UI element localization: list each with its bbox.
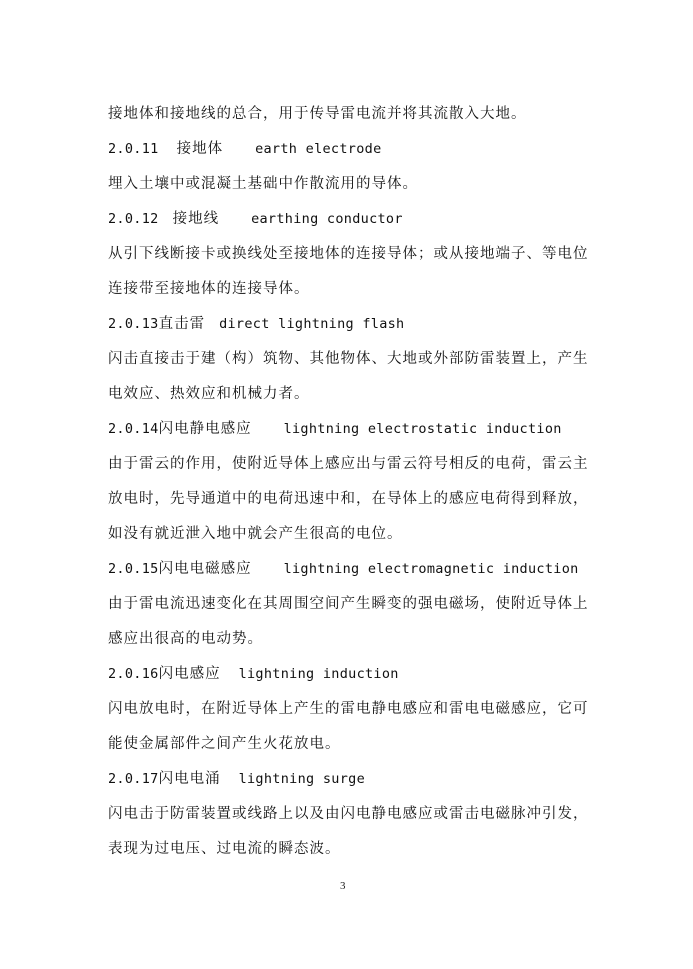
definition-line: 从引下线断接卡或换线处至接地体的连接导体；或从接地端子、等电位 <box>108 246 589 262</box>
term-code: 2.0.11 <box>108 141 159 157</box>
term-heading-2-0-13 <box>108 314 405 334</box>
term-cn: 接地线 <box>172 211 220 227</box>
term-cn: 闪电感应 <box>158 666 221 682</box>
definition-line: 电效应、热效应和机械力者。 <box>108 386 310 402</box>
term-cn: 闪电电磁感应 <box>158 561 252 577</box>
definition-line: 放电时，先导通道中的电荷迅速中和，在导体上的感应电荷得到释放， <box>108 491 589 507</box>
term-heading-2-0-12 <box>108 209 403 229</box>
definition-line: 如没有就近泄入地中就会产生很高的电位。 <box>108 526 403 542</box>
term-cn: 闪电静电感应 <box>158 421 252 437</box>
definition-line: 闪电放电时，在附近导体上产生的雷电静电感应和雷电电磁感应，它可 <box>108 701 589 717</box>
definition-line: 闪击直接击于建（构）筑物、其他物体、大地或外部防雷装置上，产生 <box>108 351 589 367</box>
term-code: 2.0.14 <box>108 421 159 437</box>
definition-line: 接地体和接地线的总合，用于传导雷电流并将其流散入大地。 <box>108 106 527 122</box>
term-heading-2-0-11 <box>108 139 382 159</box>
term-en: earth electrode <box>255 141 382 157</box>
term-heading-2-0-14 <box>108 419 562 439</box>
definition-line: 埋入土壤中或混凝土基础中作散流用的导体。 <box>108 176 418 192</box>
term-code: 2.0.13 <box>108 316 159 332</box>
term-en: direct lightning flash <box>219 316 405 332</box>
term-cn: 直击雷 <box>158 316 206 332</box>
definition-line: 表现为过电压、过电流的瞬态波。 <box>108 841 341 857</box>
term-cn: 接地体 <box>176 141 224 157</box>
definition-line: 由于雷电流迅速变化在其周围空间产生瞬变的强电磁场，使附近导体上 <box>108 596 589 612</box>
page-number: 3 <box>340 880 346 892</box>
term-code: 2.0.17 <box>108 771 159 787</box>
term-code: 2.0.15 <box>108 561 159 577</box>
definition-line: 感应出很高的电动势。 <box>108 631 263 647</box>
definition-line: 连接带至接地体的连接导体。 <box>108 281 310 297</box>
term-en: lightning electromagnetic induction <box>283 561 579 577</box>
term-heading-2-0-17 <box>108 769 365 789</box>
term-heading-2-0-16 <box>108 664 399 684</box>
term-en: lightning induction <box>238 666 399 682</box>
term-heading-2-0-15 <box>108 559 579 579</box>
term-en: earthing conductor <box>251 211 403 227</box>
term-cn: 闪电电涌 <box>158 771 221 787</box>
term-en: lightning surge <box>238 771 365 787</box>
definition-line: 由于雷云的作用，使附近导体上感应出与雷云符号相反的电荷，雷云主 <box>108 456 589 472</box>
term-en: lightning electrostatic induction <box>283 421 562 437</box>
term-code: 2.0.16 <box>108 666 159 682</box>
definition-line: 闪电击于防雷装置或线路上以及由闪电静电感应或雷击电磁脉冲引发， <box>108 806 589 822</box>
definition-line: 能使金属部件之间产生火花放电。 <box>108 736 341 752</box>
term-code: 2.0.12 <box>108 211 159 227</box>
